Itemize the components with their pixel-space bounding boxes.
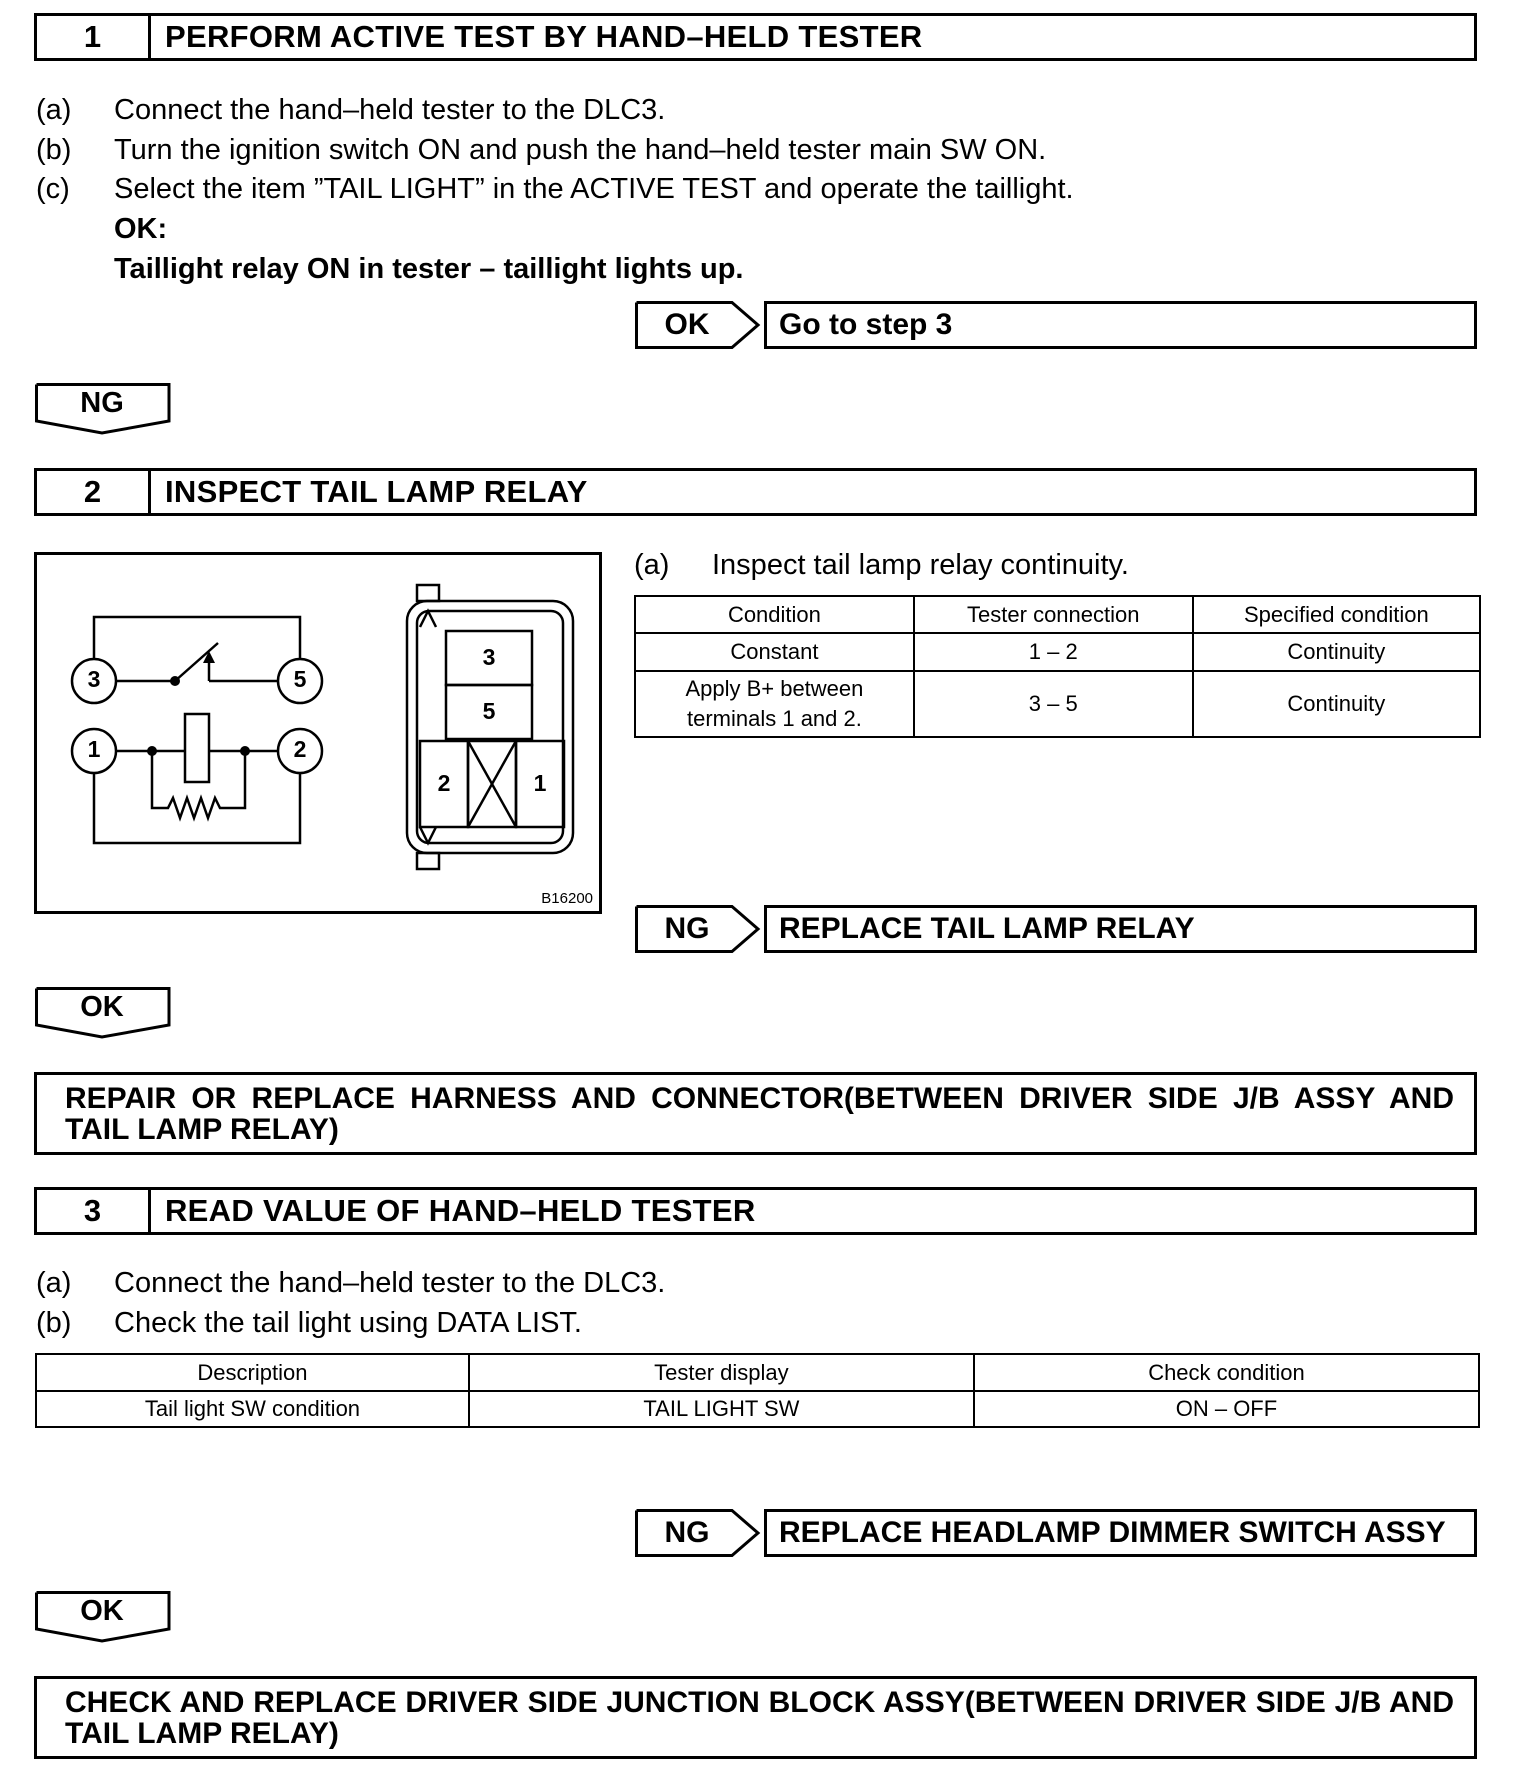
flow-tag-label: NG (80, 387, 124, 419)
relay-terminal-5: 5 (482, 698, 496, 724)
instruction-line (36, 173, 1074, 206)
ok-criteria: Taillight relay ON in tester – taillight lights up. (114, 253, 744, 285)
instruction-label: (b) (36, 1307, 72, 1339)
flow-tag (35, 987, 173, 1039)
table-row (36, 1391, 1479, 1427)
instruction-label: (b) (36, 134, 72, 166)
flow-tag (35, 383, 173, 435)
result-arrow (635, 1509, 761, 1557)
action-box: REPAIR OR REPLACE HARNESS AND CONNECTOR(BETWEEN DRIVER SIDE J/B ASSY AND TAIL LAMP RELAY) (34, 1072, 1477, 1155)
relay-terminal-2: 2 (437, 770, 451, 796)
circuit-terminal-5: 5 (293, 666, 307, 692)
instruction-text: Turn the ignition switch ON and push the hand–held tester main SW ON. (114, 134, 1047, 166)
result-box: REPLACE TAIL LAMP RELAY (764, 905, 1477, 953)
flow-tag-label: OK (80, 1595, 124, 1627)
table-cell: TAIL LIGHT SW (469, 1391, 974, 1427)
instruction-label: (c) (36, 173, 70, 205)
table-header: Condition (635, 596, 914, 633)
table-header: Tester display (469, 1354, 974, 1391)
step-title: INSPECT TAIL LAMP RELAY (165, 474, 588, 509)
step-title: READ VALUE OF HAND–HELD TESTER (165, 1193, 756, 1228)
continuity-table (634, 595, 1481, 738)
instruction-line (36, 1307, 582, 1340)
instruction-text: Select the item ”TAIL LIGHT” in the ACTIVE TEST and operate the taillight. (114, 173, 1074, 205)
relay-diagram (37, 555, 599, 911)
table-cell: Continuity (1193, 671, 1480, 737)
instruction-text: Connect the hand–held tester to the DLC3. (114, 1267, 666, 1299)
data-list-table (35, 1353, 1480, 1428)
table-header: Specified condition (1193, 596, 1480, 633)
result-tag: OK (664, 308, 710, 341)
circuit-terminal-2: 2 (293, 736, 307, 762)
table-header: Check condition (974, 1354, 1479, 1391)
table-header-row (36, 1354, 1479, 1391)
result-arrow (635, 905, 761, 953)
table-cell: ON – OFF (974, 1391, 1479, 1427)
relay-terminal-1: 1 (533, 770, 547, 796)
instruction-text: Connect the hand–held tester to the DLC3. (114, 94, 666, 126)
table-header-row (635, 596, 1480, 633)
instruction-line (36, 1267, 665, 1300)
step-number: 2 (37, 471, 151, 513)
table-cell: Continuity (1193, 633, 1480, 671)
step-number: 3 (37, 1190, 151, 1232)
instruction-line (36, 134, 1046, 167)
result-box: REPLACE HEADLAMP DIMMER SWITCH ASSY (764, 1509, 1477, 1557)
table-cell (635, 671, 914, 737)
instruction-text: Inspect tail lamp relay continuity. (712, 549, 1129, 581)
circuit-terminal-1: 1 (87, 736, 101, 762)
instruction-line (634, 549, 1129, 582)
table-cell: Tail light SW condition (36, 1391, 469, 1427)
circuit-terminal-3: 3 (87, 666, 101, 692)
table-cell: Constant (635, 633, 914, 671)
table-cell-line: Apply B+ between (685, 676, 864, 701)
instruction-label: (a) (36, 94, 72, 126)
instruction-label: (a) (634, 549, 670, 581)
result-arrow (635, 301, 761, 349)
relay-figure (34, 552, 602, 914)
relay-terminal-3: 3 (482, 644, 496, 670)
instruction-label: (a) (36, 1267, 72, 1299)
step-2-header (34, 468, 1477, 516)
table-header: Description (36, 1354, 469, 1391)
step-number: 1 (37, 16, 151, 58)
table-row (635, 633, 1480, 671)
flow-tag-label: OK (80, 991, 124, 1023)
action-box: CHECK AND REPLACE DRIVER SIDE JUNCTION BLOCK ASSY(BETWEEN DRIVER SIDE J/B AND TAIL LAMP RELAY) (34, 1676, 1477, 1759)
figure-code: B16200 (541, 890, 593, 907)
table-cell: 3 – 5 (914, 671, 1193, 737)
instruction-text: Check the tail light using DATA LIST. (114, 1307, 582, 1339)
table-cell: 1 – 2 (914, 633, 1193, 671)
result-tag: NG (664, 912, 710, 945)
table-cell-line: terminals 1 and 2. (686, 706, 862, 731)
flow-tag (35, 1591, 173, 1643)
step-3-header (34, 1187, 1477, 1235)
ok-label: OK: (114, 213, 168, 245)
table-row (635, 671, 1480, 737)
step-title: PERFORM ACTIVE TEST BY HAND–HELD TESTER (165, 19, 923, 54)
result-box: Go to step 3 (764, 301, 1477, 349)
result-tag: NG (664, 1516, 710, 1549)
table-header: Tester connection (914, 596, 1193, 633)
step-1-header (34, 13, 1477, 61)
instruction-line (36, 94, 665, 127)
